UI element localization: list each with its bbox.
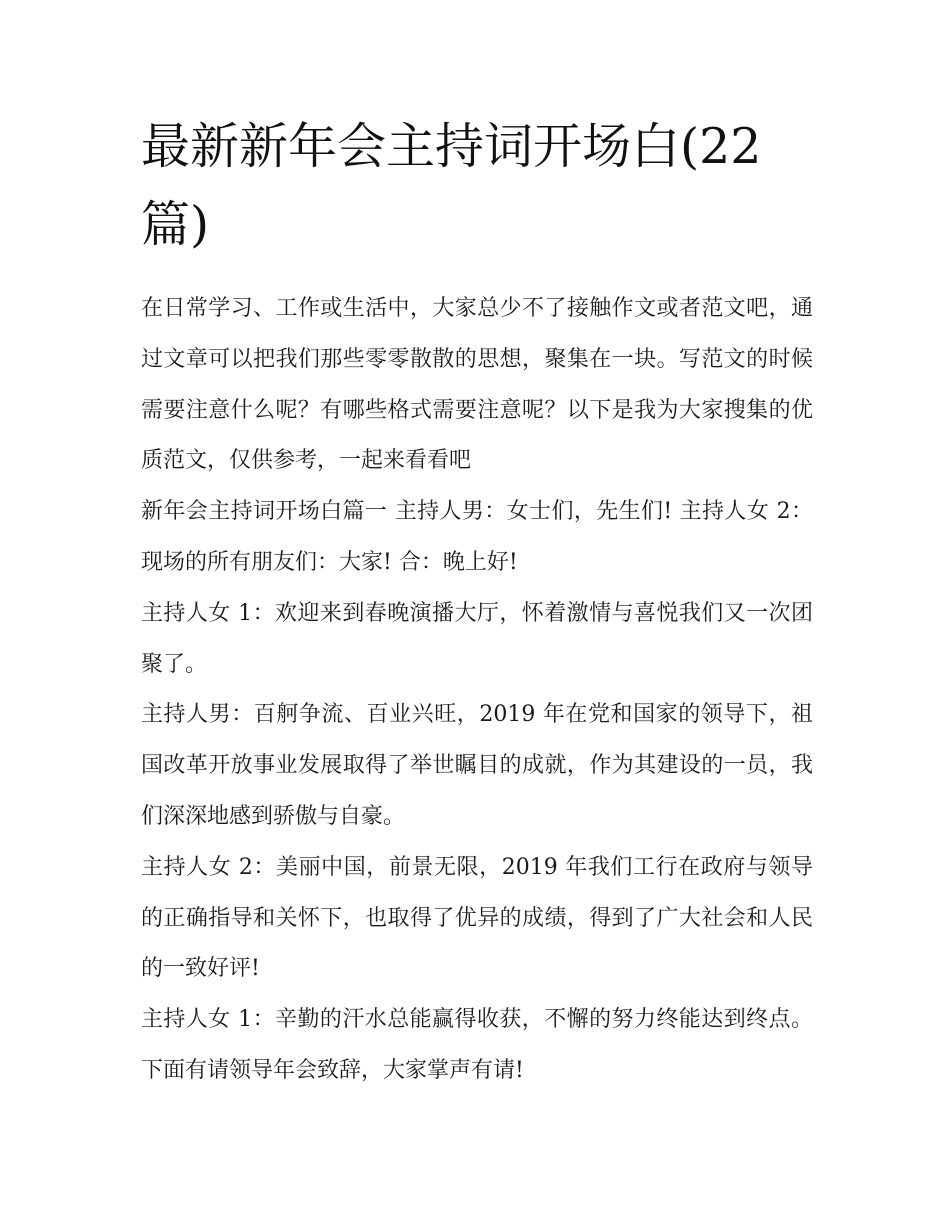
document-content [141, 108, 813, 1097]
paragraph-intro: 在日常学习、工作或生活中，大家总少不了接触作文或者范文吧，通过文章可以把我们那些零零散散的思想，聚集在一块。写范文的时候需要注意什么呢？有哪些格式需要注意呢？以下是我为大家搜集的优质范文，仅供参考，一起来看看吧 [141, 296, 813, 474]
paragraph-male-host: 主持人男：百舸争流、百业兴旺，2019 年在党和国家的领导下，祖国改革开放事业发展取得了举世瞩目的成就，作为其建设的一员，我们深深地感到骄傲与自豪。 [141, 702, 813, 829]
paragraph-opening: 新年会主持词开场白篇一 主持人男：女士们，先生们! 主持人女 2：现场的所有朋友们：大家! 合：晚上好! [141, 499, 813, 575]
document-body [141, 284, 813, 1097]
paragraph-female-host-2: 主持人女 2：美丽中国，前景无限，2019 年我们工行在政府与领导的正确指导和关怀下，也取得了优异的成绩，得到了广大社会和人民的一致好评! [141, 854, 813, 982]
paragraph-female-host-1-welcome: 主持人女 1：欢迎来到春晚演播大厅，怀着激情与喜悦我们又一次团聚了。 [141, 600, 813, 677]
document-title: 最新新年会主持词开场白(22篇) [141, 118, 762, 253]
paragraph-female-host-1-closing: 主持人女 1：辛勤的汗水总能赢得收获，不懈的努力终能达到终点。下面有请领导年会致辞，大家掌声有请! [141, 1007, 813, 1083]
